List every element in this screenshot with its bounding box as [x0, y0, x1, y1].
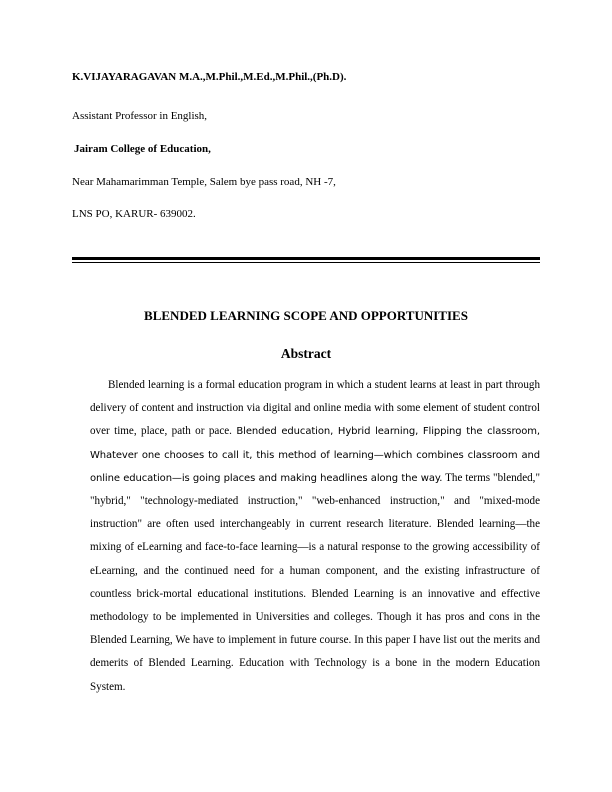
author-address-line1: Near Mahamarimman Temple, Salem bye pass road, NH -7,	[72, 176, 336, 188]
abstract-text-part1: Blended learning is a formal education program in which a student learns at least in part through delivery of content and instruction via digital and online media with some element of student control over time, place, path or pace.	[90, 379, 540, 438]
abstract-highlight: Blended education, Hybrid learning, Flipping the classroom, Whatever one chooses to call it, this method of learning—which combines classroom and online education—is going places and making headlines along the way.	[90, 426, 540, 484]
abstract-text-part2: The terms "blended," "hybrid," "technology-mediated instruction," "web-enhanced instruction," and "mixed-mode instruction" are often used interchangeably in current research literature. Blended learning—the mixing of eLearning and face-to-face learning—is a natural response to the growing accessibility of eLearning, and the continued need for a human component, and the existing infrastructure of countless brick-mortal educational institutions. Blended Learning is an innovative and effective methodology to be implemented in Universities and colleges. Though it has pros and cons in the Blended Learning, We have to implement in future course. In this paper I have list out the merits and demerits of Blended Learning. Education with Technology is a bone in the modern Education System.	[90, 471, 540, 693]
header-divider-thick	[72, 257, 540, 260]
author-institution: Jairam College of Education,	[74, 143, 211, 155]
author-position: Assistant Professor in English,	[72, 110, 208, 122]
abstract-heading: Abstract	[280, 346, 332, 361]
header-divider-thin	[72, 262, 540, 263]
author-address-line2: LNS PO, KARUR- 639002.	[72, 208, 196, 220]
paper-title: BLENDED LEARNING SCOPE AND OPPORTUNITIES	[144, 308, 468, 323]
abstract-body	[90, 374, 540, 699]
author-name: K.VIJAYARAGAVAN M.A.,M.Phil.,M.Ed.,M.Phil.,(Ph.D).	[72, 71, 347, 83]
